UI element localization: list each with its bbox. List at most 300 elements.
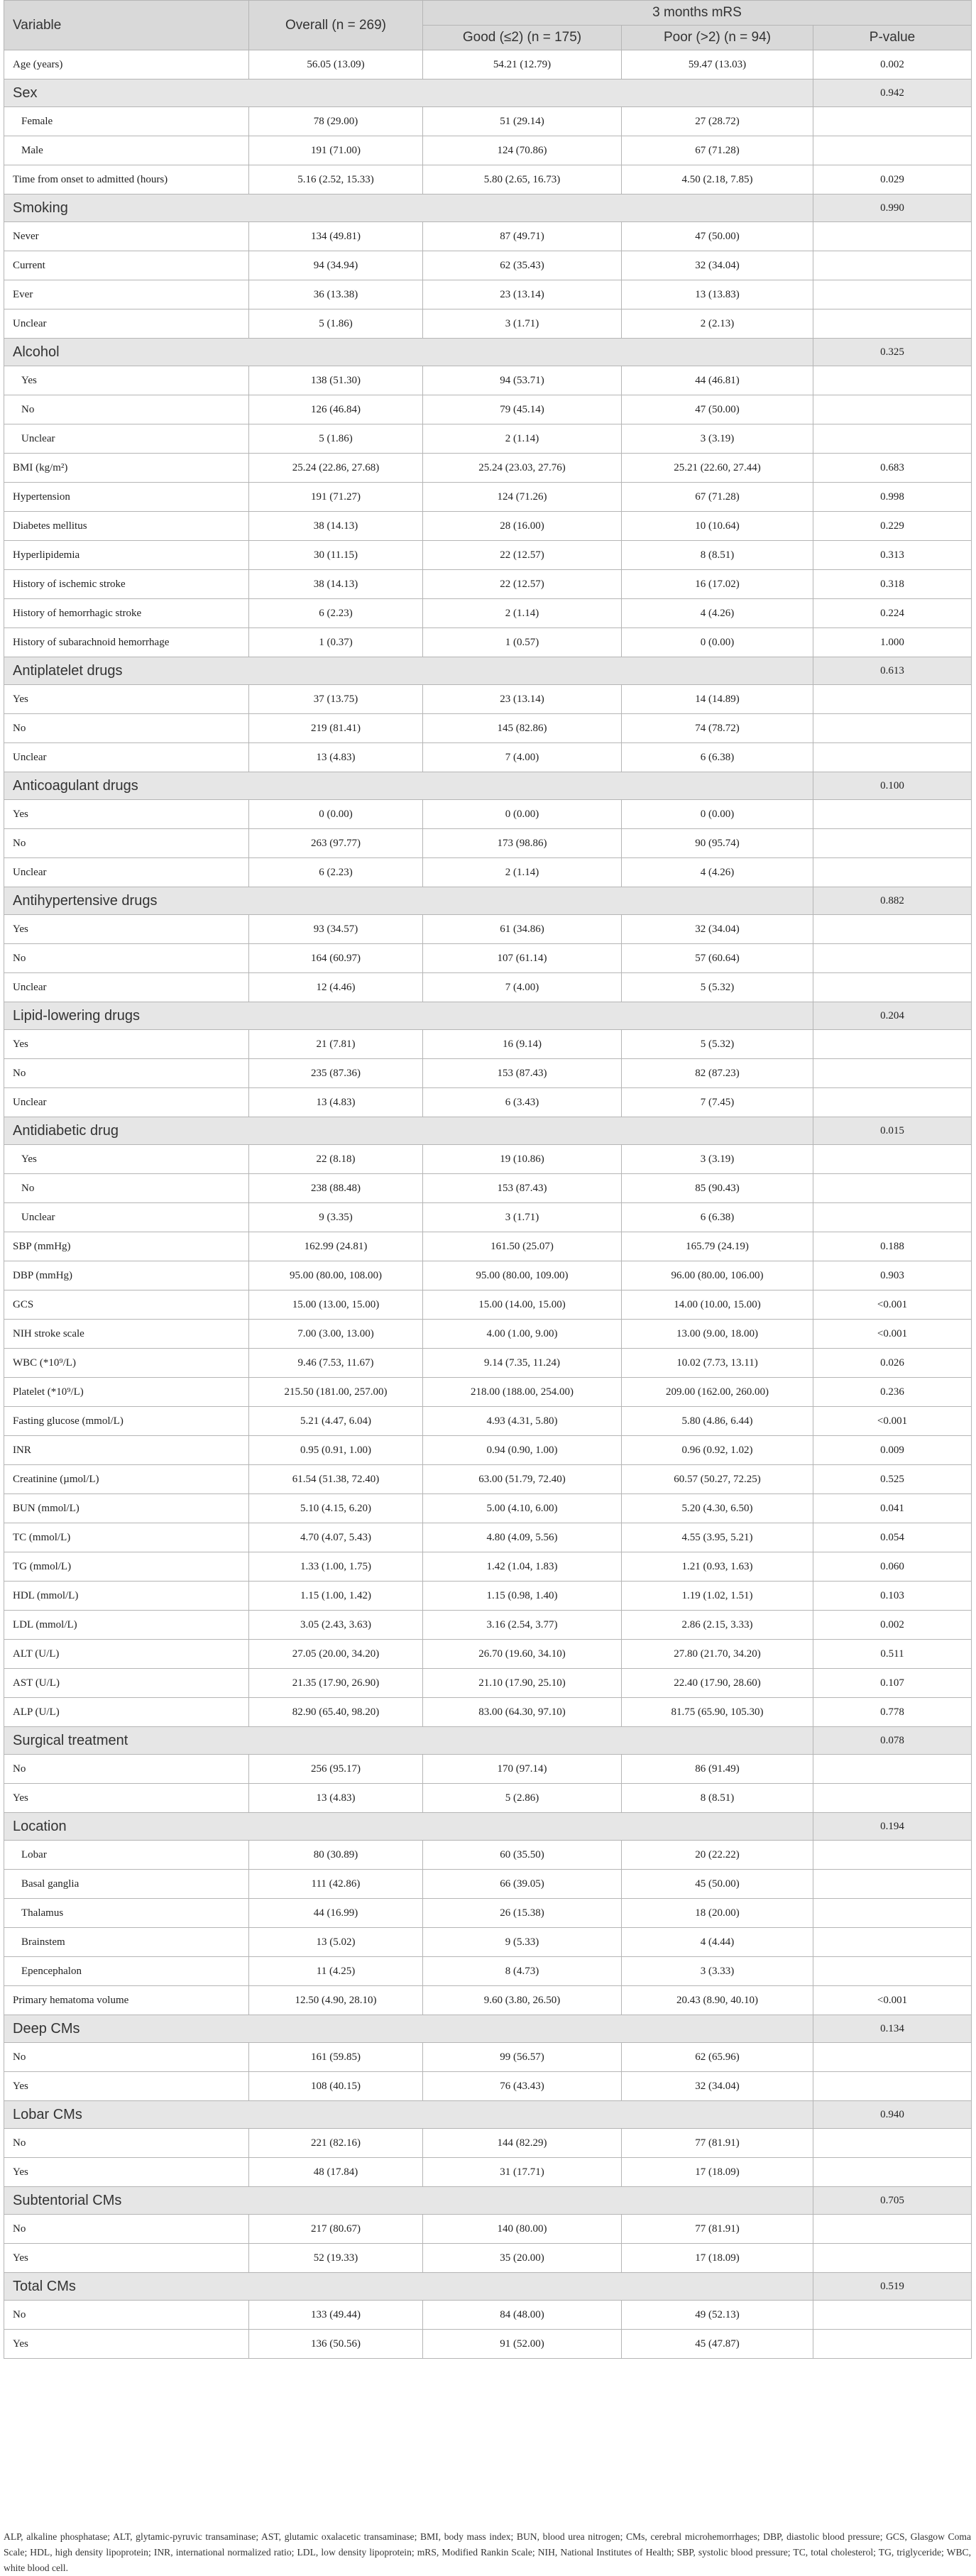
good-outcome-cell: 124 (70.86) <box>423 136 622 165</box>
p-value-cell: 0.683 <box>813 454 972 483</box>
section-label: Antidiabetic drug <box>4 1117 813 1145</box>
good-outcome-cell: 144 (82.29) <box>423 2129 622 2158</box>
overall-cell: 95.00 (80.00, 108.00) <box>249 1261 423 1290</box>
p-value-cell <box>813 2129 972 2158</box>
variable-cell: Unclear <box>4 973 249 1002</box>
p-value-cell <box>813 973 972 1002</box>
variable-cell: No <box>4 1174 249 1203</box>
good-outcome-cell: 145 (82.86) <box>423 714 622 743</box>
section-row <box>4 1727 972 1755</box>
overall-cell: 1 (0.37) <box>249 628 423 657</box>
p-value-cell <box>813 1088 972 1117</box>
header-pvalue: P-value <box>813 26 972 50</box>
good-outcome-cell: 4.00 (1.00, 9.00) <box>423 1320 622 1349</box>
section-row <box>4 657 972 685</box>
variable-cell: Yes <box>4 2072 249 2101</box>
overall-cell: 11 (4.25) <box>249 1957 423 1986</box>
variable-cell: No <box>4 1059 249 1088</box>
poor-outcome-cell: 6 (6.38) <box>622 743 813 772</box>
poor-outcome-cell: 3 (3.19) <box>622 424 813 454</box>
good-outcome-cell: 9.60 (3.80, 26.50) <box>423 1986 622 2015</box>
overall-cell: 5 (1.86) <box>249 424 423 454</box>
variable-cell: No <box>4 944 249 973</box>
good-outcome-cell: 1.15 (0.98, 1.40) <box>423 1582 622 1611</box>
p-value-cell <box>813 395 972 424</box>
p-value-cell: 0.224 <box>813 599 972 628</box>
p-value-cell <box>813 366 972 395</box>
section-row <box>4 2273 972 2301</box>
table-row <box>4 1552 972 1582</box>
poor-outcome-cell: 2 (2.13) <box>622 309 813 339</box>
good-outcome-cell: 35 (20.00) <box>423 2244 622 2273</box>
p-value-cell: 0.318 <box>813 570 972 599</box>
table-row <box>4 1290 972 1320</box>
overall-cell: 133 (49.44) <box>249 2301 423 2330</box>
p-value-cell: 0.204 <box>813 1002 972 1030</box>
poor-outcome-cell: 14.00 (10.00, 15.00) <box>622 1290 813 1320</box>
poor-outcome-cell: 3 (3.33) <box>622 1957 813 1986</box>
good-outcome-cell: 4.93 (4.31, 5.80) <box>423 1407 622 1436</box>
p-value-cell <box>813 1203 972 1232</box>
good-outcome-cell: 5 (2.86) <box>423 1784 622 1813</box>
overall-cell: 93 (34.57) <box>249 915 423 944</box>
good-outcome-cell: 76 (43.43) <box>423 2072 622 2101</box>
table-row <box>4 2244 972 2273</box>
table-row <box>4 1494 972 1523</box>
good-outcome-cell: 2 (1.14) <box>423 599 622 628</box>
overall-cell: 217 (80.67) <box>249 2215 423 2244</box>
section-label: Location <box>4 1813 813 1841</box>
variable-cell: Basal ganglia <box>4 1870 249 1899</box>
good-outcome-cell: 5.80 (2.65, 16.73) <box>423 165 622 194</box>
poor-outcome-cell: 5.80 (4.86, 6.44) <box>622 1407 813 1436</box>
table-row <box>4 251 972 280</box>
section-label: Anticoagulant drugs <box>4 772 813 800</box>
p-value-cell: 0.940 <box>813 2101 972 2129</box>
variable-cell: TC (mmol/L) <box>4 1523 249 1552</box>
p-value-cell <box>813 1784 972 1813</box>
p-value-cell <box>813 1030 972 1059</box>
poor-outcome-cell: 165.79 (24.19) <box>622 1232 813 1261</box>
poor-outcome-cell: 13 (13.83) <box>622 280 813 309</box>
table-row <box>4 1899 972 1928</box>
section-row <box>4 194 972 222</box>
poor-outcome-cell: 209.00 (162.00, 260.00) <box>622 1378 813 1407</box>
overall-cell: 48 (17.84) <box>249 2158 423 2187</box>
table-row <box>4 1928 972 1957</box>
p-value-cell: 0.015 <box>813 1117 972 1145</box>
good-outcome-cell: 91 (52.00) <box>423 2330 622 2359</box>
variable-cell: Thalamus <box>4 1899 249 1928</box>
table-row <box>4 2072 972 2101</box>
good-outcome-cell: 8 (4.73) <box>423 1957 622 1986</box>
table-row <box>4 512 972 541</box>
good-outcome-cell: 4.80 (4.09, 5.56) <box>423 1523 622 1552</box>
overall-cell: 238 (88.48) <box>249 1174 423 1203</box>
overall-cell: 161 (59.85) <box>249 2043 423 2072</box>
p-value-cell: 0.041 <box>813 1494 972 1523</box>
good-outcome-cell: 3.16 (2.54, 3.77) <box>423 1611 622 1640</box>
poor-outcome-cell: 45 (50.00) <box>622 1870 813 1899</box>
poor-outcome-cell: 49 (52.13) <box>622 2301 813 2330</box>
table-row <box>4 366 972 395</box>
poor-outcome-cell: 47 (50.00) <box>622 222 813 251</box>
variable-cell: Yes <box>4 685 249 714</box>
poor-outcome-cell: 0 (0.00) <box>622 800 813 829</box>
p-value-cell: 0.325 <box>813 339 972 366</box>
good-outcome-cell: 95.00 (80.00, 109.00) <box>423 1261 622 1290</box>
table-row <box>4 1784 972 1813</box>
section-label: Antiplatelet drugs <box>4 657 813 685</box>
overall-cell: 0.95 (0.91, 1.00) <box>249 1436 423 1465</box>
p-value-cell: 0.998 <box>813 483 972 512</box>
variable-cell: Brainstem <box>4 1928 249 1957</box>
p-value-cell <box>813 1899 972 1928</box>
p-value-cell: 0.103 <box>813 1582 972 1611</box>
variable-cell: AST (U/L) <box>4 1669 249 1698</box>
overall-cell: 108 (40.15) <box>249 2072 423 2101</box>
poor-outcome-cell: 62 (65.96) <box>622 2043 813 2072</box>
overall-cell: 36 (13.38) <box>249 280 423 309</box>
section-row <box>4 80 972 107</box>
table-row <box>4 1378 972 1407</box>
good-outcome-cell: 87 (49.71) <box>423 222 622 251</box>
variable-cell: No <box>4 2215 249 2244</box>
good-outcome-cell: 79 (45.14) <box>423 395 622 424</box>
table-row <box>4 570 972 599</box>
variable-cell: Fasting glucose (mmol/L) <box>4 1407 249 1436</box>
variable-cell: History of ischemic stroke <box>4 570 249 599</box>
overall-cell: 215.50 (181.00, 257.00) <box>249 1378 423 1407</box>
table-row <box>4 1582 972 1611</box>
p-value-cell <box>813 1145 972 1174</box>
overall-cell: 111 (42.86) <box>249 1870 423 1899</box>
variable-cell: Unclear <box>4 309 249 339</box>
variable-cell: Yes <box>4 1784 249 1813</box>
overall-cell: 13 (4.83) <box>249 1784 423 1813</box>
p-value-cell <box>813 1174 972 1203</box>
p-value-cell <box>813 107 972 136</box>
table-row <box>4 1611 972 1640</box>
good-outcome-cell: 22 (12.57) <box>423 570 622 599</box>
overall-cell: 256 (95.17) <box>249 1755 423 1784</box>
table-row <box>4 1232 972 1261</box>
p-value-cell: 0.060 <box>813 1552 972 1582</box>
p-value-cell: 0.029 <box>813 165 972 194</box>
header-poor: Poor (>2) (n = 94) <box>622 26 813 50</box>
poor-outcome-cell: 22.40 (17.90, 28.60) <box>622 1669 813 1698</box>
table-row <box>4 1030 972 1059</box>
variable-cell: No <box>4 2301 249 2330</box>
good-outcome-cell: 6 (3.43) <box>423 1088 622 1117</box>
poor-outcome-cell: 4 (4.26) <box>622 858 813 887</box>
p-value-cell <box>813 280 972 309</box>
good-outcome-cell: 2 (1.14) <box>423 424 622 454</box>
poor-outcome-cell: 17 (18.09) <box>622 2244 813 2273</box>
p-value-cell: 0.313 <box>813 541 972 570</box>
section-label: Surgical treatment <box>4 1727 813 1755</box>
good-outcome-cell: 51 (29.14) <box>423 107 622 136</box>
good-outcome-cell: 124 (71.26) <box>423 483 622 512</box>
good-outcome-cell: 23 (13.14) <box>423 280 622 309</box>
p-value-cell: 0.194 <box>813 1813 972 1841</box>
variable-cell: GCS <box>4 1290 249 1320</box>
p-value-cell: 0.903 <box>813 1261 972 1290</box>
good-outcome-cell: 66 (39.05) <box>423 1870 622 1899</box>
table-body <box>4 50 972 2359</box>
table-row <box>4 973 972 1002</box>
table-row <box>4 1986 972 2015</box>
p-value-cell <box>813 1928 972 1957</box>
table-row <box>4 309 972 339</box>
variable-cell: Time from onset to admitted (hours) <box>4 165 249 194</box>
good-outcome-cell: 3 (1.71) <box>423 1203 622 1232</box>
table-row <box>4 483 972 512</box>
p-value-cell: 0.002 <box>813 50 972 80</box>
table-row <box>4 1669 972 1698</box>
variable-cell: Yes <box>4 2244 249 2273</box>
table-row <box>4 1088 972 1117</box>
overall-cell: 219 (81.41) <box>249 714 423 743</box>
variable-cell: Male <box>4 136 249 165</box>
p-value-cell: 0.078 <box>813 1727 972 1755</box>
overall-cell: 37 (13.75) <box>249 685 423 714</box>
table-row <box>4 2215 972 2244</box>
p-value-cell <box>813 829 972 858</box>
good-outcome-cell: 21.10 (17.90, 25.10) <box>423 1669 622 1698</box>
variable-cell: Age (years) <box>4 50 249 80</box>
good-outcome-cell: 26 (15.38) <box>423 1899 622 1928</box>
p-value-cell: 0.188 <box>813 1232 972 1261</box>
table-row <box>4 858 972 887</box>
table-row <box>4 628 972 657</box>
p-value-cell <box>813 1755 972 1784</box>
p-value-cell: 0.026 <box>813 1349 972 1378</box>
poor-outcome-cell: 1.19 (1.02, 1.51) <box>622 1582 813 1611</box>
section-row <box>4 1002 972 1030</box>
section-row <box>4 2101 972 2129</box>
poor-outcome-cell: 45 (47.87) <box>622 2330 813 2359</box>
poor-outcome-cell: 6 (6.38) <box>622 1203 813 1232</box>
variable-cell: LDL (mmol/L) <box>4 1611 249 1640</box>
section-row <box>4 772 972 800</box>
poor-outcome-cell: 74 (78.72) <box>622 714 813 743</box>
p-value-cell <box>813 222 972 251</box>
overall-cell: 1.15 (1.00, 1.42) <box>249 1582 423 1611</box>
p-value-cell <box>813 2072 972 2101</box>
overall-cell: 78 (29.00) <box>249 107 423 136</box>
p-value-cell: <0.001 <box>813 1407 972 1436</box>
overall-cell: 6 (2.23) <box>249 599 423 628</box>
variable-cell: Hyperlipidemia <box>4 541 249 570</box>
overall-cell: 13 (4.83) <box>249 1088 423 1117</box>
good-outcome-cell: 161.50 (25.07) <box>423 1232 622 1261</box>
good-outcome-cell: 1.42 (1.04, 1.83) <box>423 1552 622 1582</box>
good-outcome-cell: 1 (0.57) <box>423 628 622 657</box>
p-value-cell: 0.613 <box>813 657 972 685</box>
good-outcome-cell: 153 (87.43) <box>423 1174 622 1203</box>
poor-outcome-cell: 2.86 (2.15, 3.33) <box>622 1611 813 1640</box>
poor-outcome-cell: 32 (34.04) <box>622 251 813 280</box>
poor-outcome-cell: 5 (5.32) <box>622 1030 813 1059</box>
good-outcome-cell: 2 (1.14) <box>423 858 622 887</box>
good-outcome-cell: 107 (61.14) <box>423 944 622 973</box>
table-row <box>4 685 972 714</box>
section-row <box>4 1813 972 1841</box>
table-row <box>4 1523 972 1552</box>
table-row <box>4 2301 972 2330</box>
variable-cell: Ever <box>4 280 249 309</box>
poor-outcome-cell: 96.00 (80.00, 106.00) <box>622 1261 813 1290</box>
table-row <box>4 1059 972 1088</box>
section-row <box>4 1117 972 1145</box>
p-value-cell <box>813 309 972 339</box>
variable-cell: Unclear <box>4 1088 249 1117</box>
variable-cell: NIH stroke scale <box>4 1320 249 1349</box>
overall-cell: 44 (16.99) <box>249 1899 423 1928</box>
variable-cell: Never <box>4 222 249 251</box>
good-outcome-cell: 15.00 (14.00, 15.00) <box>423 1290 622 1320</box>
overall-cell: 263 (97.77) <box>249 829 423 858</box>
p-value-cell <box>813 1957 972 1986</box>
table-row <box>4 1174 972 1203</box>
poor-outcome-cell: 17 (18.09) <box>622 2158 813 2187</box>
poor-outcome-cell: 18 (20.00) <box>622 1899 813 1928</box>
p-value-cell <box>813 685 972 714</box>
section-row <box>4 2015 972 2043</box>
poor-outcome-cell: 27.80 (21.70, 34.20) <box>622 1640 813 1669</box>
poor-outcome-cell: 44 (46.81) <box>622 366 813 395</box>
overall-cell: 5 (1.86) <box>249 309 423 339</box>
overall-cell: 82.90 (65.40, 98.20) <box>249 1698 423 1727</box>
poor-outcome-cell: 82 (87.23) <box>622 1059 813 1088</box>
section-label: Antihypertensive drugs <box>4 887 813 915</box>
variable-cell: INR <box>4 1436 249 1465</box>
poor-outcome-cell: 67 (71.28) <box>622 483 813 512</box>
table-row <box>4 599 972 628</box>
table-row <box>4 743 972 772</box>
variable-cell: Yes <box>4 1145 249 1174</box>
good-outcome-cell: 83.00 (64.30, 97.10) <box>423 1698 622 1727</box>
variable-cell: Creatinine (µmol/L) <box>4 1465 249 1494</box>
overall-cell: 12 (4.46) <box>249 973 423 1002</box>
header-overall: Overall (n = 269) <box>249 1 423 50</box>
variable-cell: No <box>4 714 249 743</box>
poor-outcome-cell: 86 (91.49) <box>622 1755 813 1784</box>
overall-cell: 80 (30.89) <box>249 1841 423 1870</box>
table-row <box>4 1755 972 1784</box>
overall-cell: 162.99 (24.81) <box>249 1232 423 1261</box>
good-outcome-cell: 170 (97.14) <box>423 1755 622 1784</box>
variable-cell: Yes <box>4 366 249 395</box>
variable-cell: DBP (mmHg) <box>4 1261 249 1290</box>
overall-cell: 136 (50.56) <box>249 2330 423 2359</box>
variable-cell: No <box>4 395 249 424</box>
variable-cell: Unclear <box>4 1203 249 1232</box>
variable-cell: No <box>4 1755 249 1784</box>
good-outcome-cell: 19 (10.86) <box>423 1145 622 1174</box>
overall-cell: 9 (3.35) <box>249 1203 423 1232</box>
section-label: Sex <box>4 80 813 107</box>
good-outcome-cell: 54.21 (12.79) <box>423 50 622 80</box>
variable-cell: Female <box>4 107 249 136</box>
table-header <box>4 1 972 50</box>
good-outcome-cell: 63.00 (51.79, 72.40) <box>423 1465 622 1494</box>
overall-cell: 94 (34.94) <box>249 251 423 280</box>
overall-cell: 56.05 (13.09) <box>249 50 423 80</box>
p-value-cell <box>813 251 972 280</box>
overall-cell: 134 (49.81) <box>249 222 423 251</box>
header-good: Good (≤2) (n = 175) <box>423 26 622 50</box>
p-value-cell: 0.002 <box>813 1611 972 1640</box>
table-row <box>4 1957 972 1986</box>
good-outcome-cell: 99 (56.57) <box>423 2043 622 2072</box>
p-value-cell: 0.705 <box>813 2187 972 2215</box>
p-value-cell <box>813 1870 972 1899</box>
overall-cell: 9.46 (7.53, 11.67) <box>249 1349 423 1378</box>
overall-cell: 126 (46.84) <box>249 395 423 424</box>
variable-cell: BMI (kg/m²) <box>4 454 249 483</box>
good-outcome-cell: 61 (34.86) <box>423 915 622 944</box>
variable-cell: SBP (mmHg) <box>4 1232 249 1261</box>
poor-outcome-cell: 32 (34.04) <box>622 2072 813 2101</box>
good-outcome-cell: 60 (35.50) <box>423 1841 622 1870</box>
poor-outcome-cell: 7 (7.45) <box>622 1088 813 1117</box>
variable-cell: TG (mmol/L) <box>4 1552 249 1582</box>
overall-cell: 7.00 (3.00, 13.00) <box>249 1320 423 1349</box>
variable-cell: Primary hematoma volume <box>4 1986 249 2015</box>
table-row <box>4 107 972 136</box>
table-row <box>4 136 972 165</box>
table-row <box>4 2158 972 2187</box>
p-value-cell: 0.778 <box>813 1698 972 1727</box>
poor-outcome-cell: 0 (0.00) <box>622 628 813 657</box>
p-value-cell: 0.519 <box>813 2273 972 2301</box>
good-outcome-cell: 153 (87.43) <box>423 1059 622 1088</box>
variable-cell: Unclear <box>4 424 249 454</box>
overall-cell: 13 (4.83) <box>249 743 423 772</box>
variable-cell: BUN (mmol/L) <box>4 1494 249 1523</box>
variable-cell: No <box>4 829 249 858</box>
overall-cell: 138 (51.30) <box>249 366 423 395</box>
p-value-cell <box>813 1841 972 1870</box>
poor-outcome-cell: 85 (90.43) <box>622 1174 813 1203</box>
p-value-cell <box>813 2244 972 2273</box>
poor-outcome-cell: 5 (5.32) <box>622 973 813 1002</box>
good-outcome-cell: 9.14 (7.35, 11.24) <box>423 1349 622 1378</box>
p-value-cell: 0.990 <box>813 194 972 222</box>
good-outcome-cell: 31 (17.71) <box>423 2158 622 2187</box>
overall-cell: 52 (19.33) <box>249 2244 423 2273</box>
poor-outcome-cell: 1.21 (0.93, 1.63) <box>622 1552 813 1582</box>
poor-outcome-cell: 59.47 (13.03) <box>622 50 813 80</box>
table-row <box>4 944 972 973</box>
section-label: Alcohol <box>4 339 813 366</box>
overall-cell: 3.05 (2.43, 3.63) <box>249 1611 423 1640</box>
p-value-cell <box>813 800 972 829</box>
good-outcome-cell: 26.70 (19.60, 34.10) <box>423 1640 622 1669</box>
p-value-cell: 0.882 <box>813 887 972 915</box>
table-row <box>4 1436 972 1465</box>
variable-cell: Epencephalon <box>4 1957 249 1986</box>
overall-cell: 0 (0.00) <box>249 800 423 829</box>
overall-cell: 22 (8.18) <box>249 1145 423 1174</box>
table-row <box>4 454 972 483</box>
poor-outcome-cell: 4 (4.26) <box>622 599 813 628</box>
table-row <box>4 800 972 829</box>
overall-cell: 27.05 (20.00, 34.20) <box>249 1640 423 1669</box>
p-value-cell <box>813 136 972 165</box>
